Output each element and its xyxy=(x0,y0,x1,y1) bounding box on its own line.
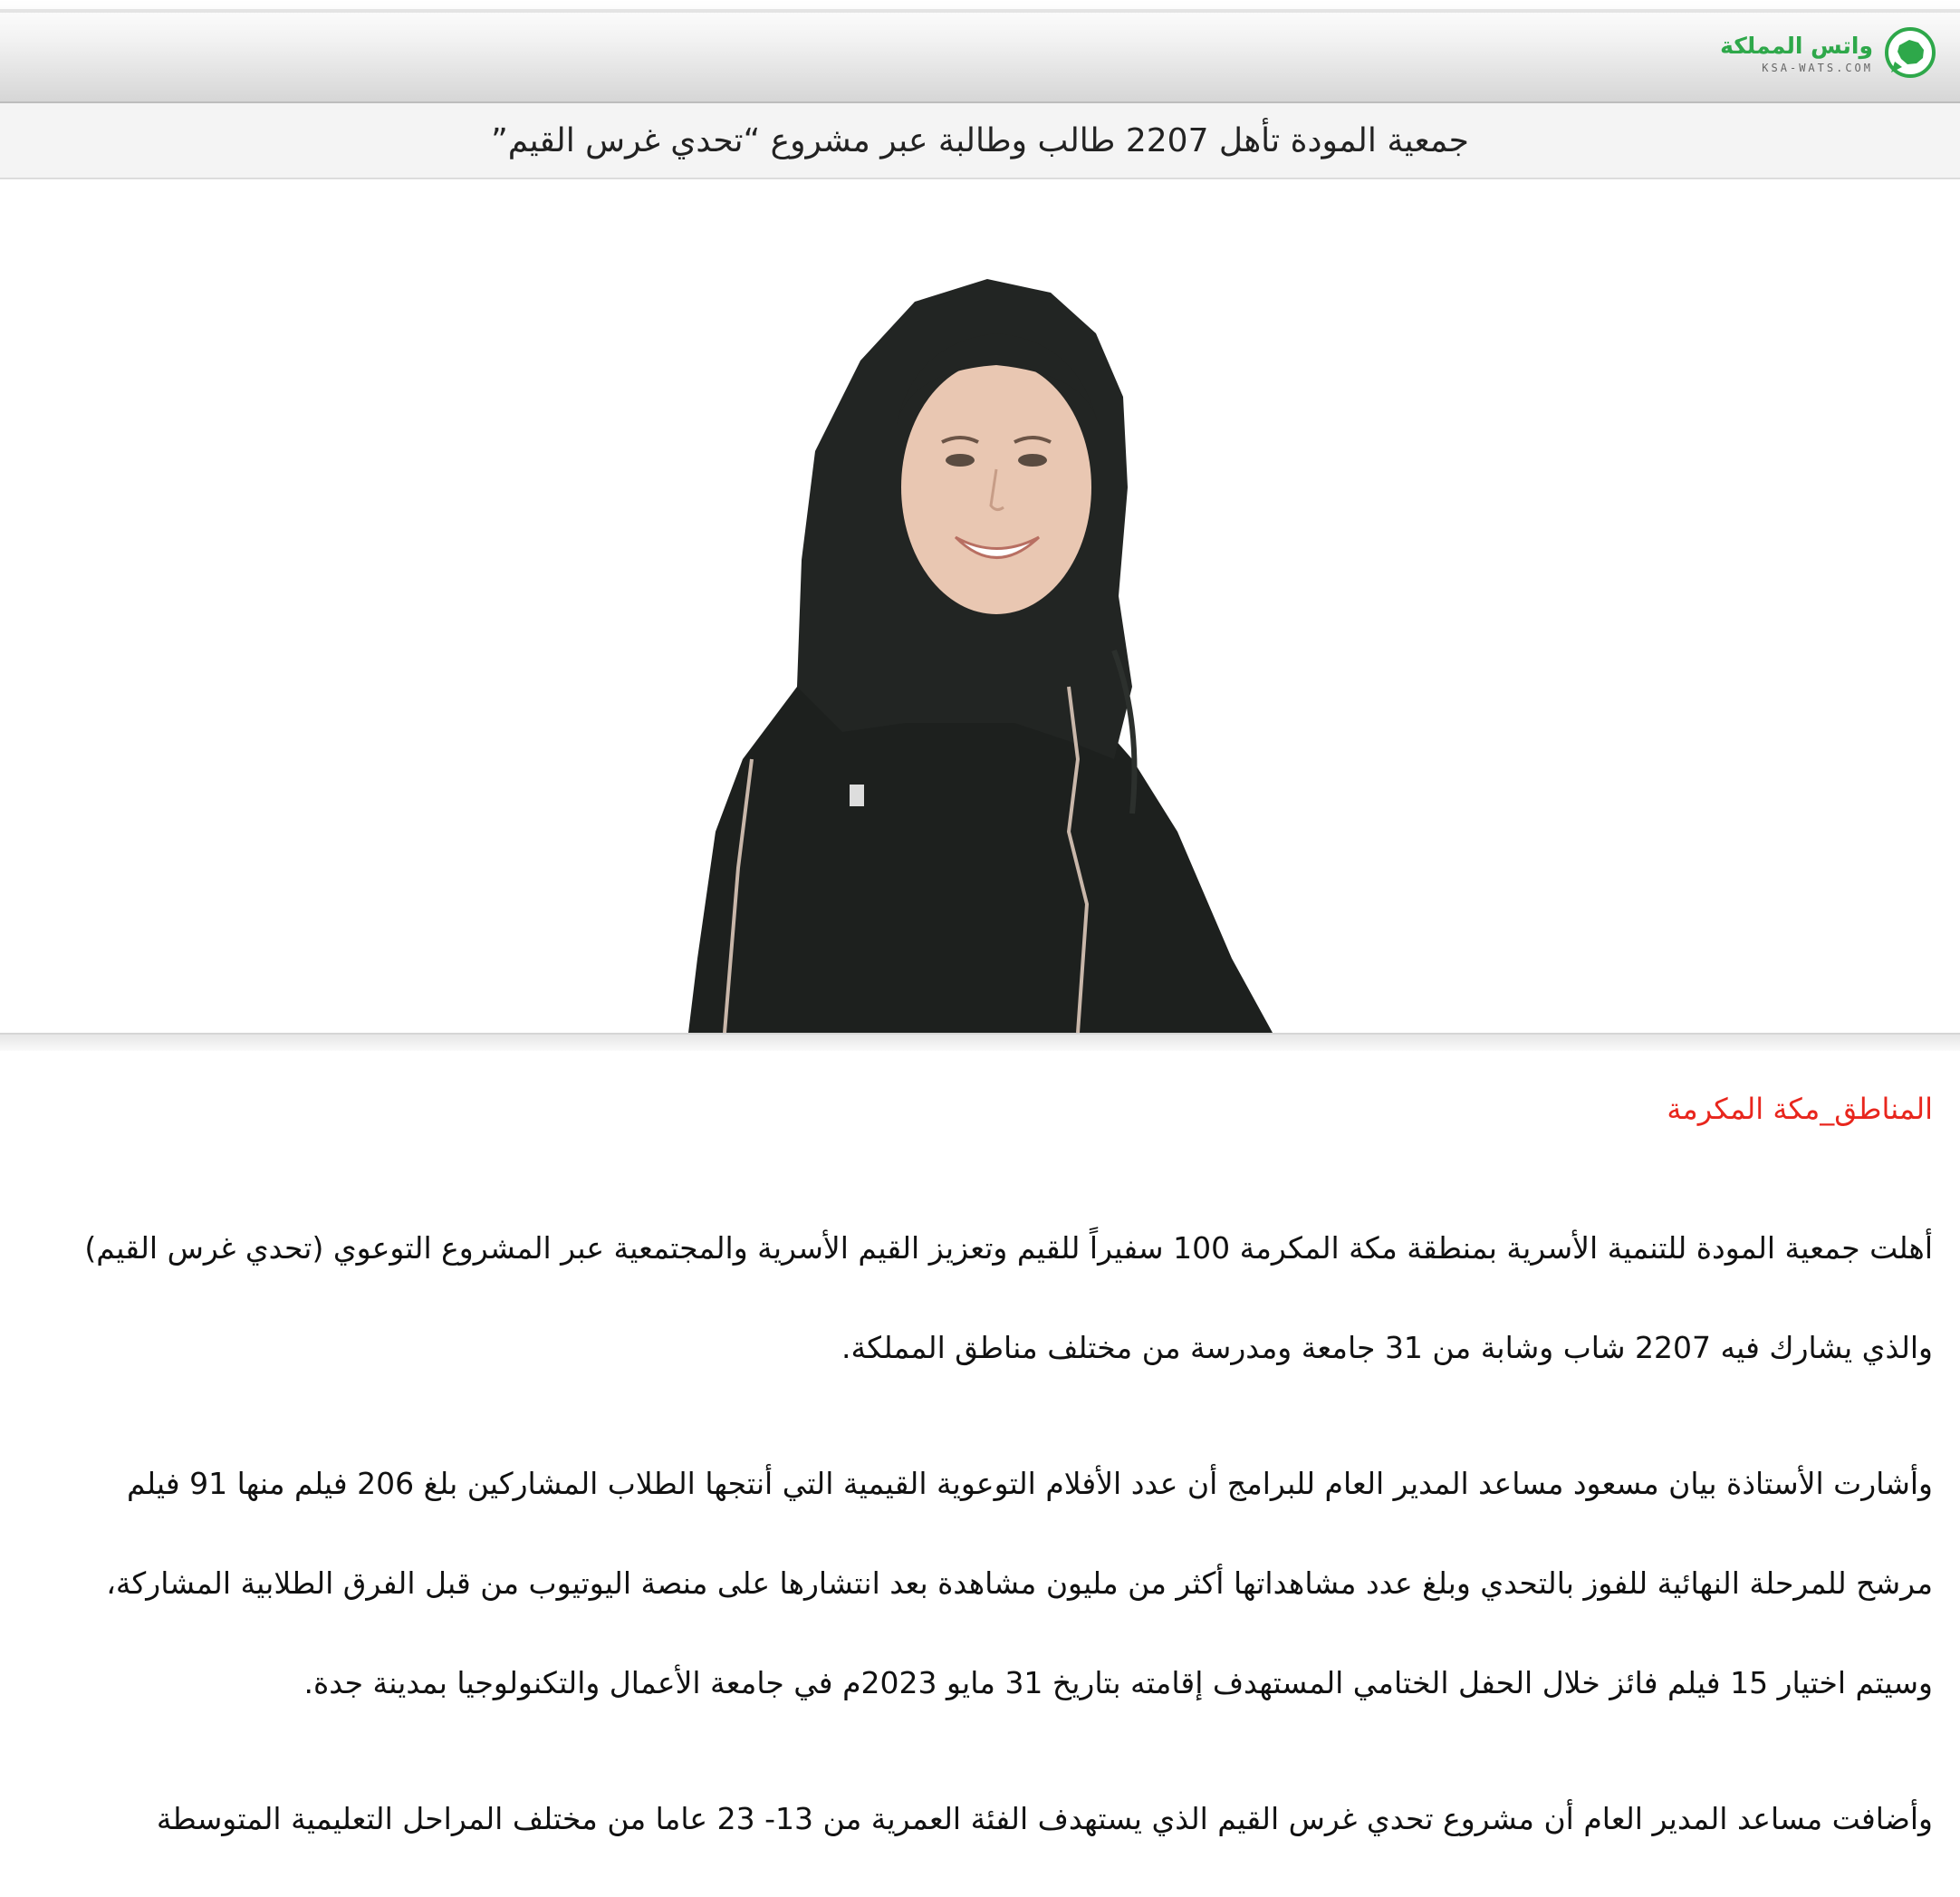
whatsapp-saudi-map-icon xyxy=(1882,25,1938,82)
article-featured-image xyxy=(0,179,1960,1033)
portrait-illustration xyxy=(0,179,1960,1033)
paragraph-line: مرشح للمرحلة النهائية للفوز بالتحدي وبلغ عدد مشاهداتها أكثر من مليون مشاهدة بعد انتشارها على منصة اليوتيوب من قبل الفرق الطلابية المشاركة، xyxy=(106,1565,1933,1601)
spacer xyxy=(51,1733,1933,1769)
article-body xyxy=(51,1051,1933,1869)
paragraph-line: وسيتم اختيار 15 فيلم فائز خلال الحفل الختامي المستهدف إقامته بتاريخ 31 مايو 2023م في جامعة الأعمال والتكنولوجيا بمدينة جدة. xyxy=(303,1664,1933,1700)
article-paragraph-3 xyxy=(51,1769,1933,1869)
article-title: جمعية المودة تأهل 2207 طالب وطالبة عبر مشروع “تحدي غرس القيم” xyxy=(491,121,1469,159)
article-paragraph-2 xyxy=(51,1434,1933,1733)
article-category[interactable]: المناطق_مكة المكرمة xyxy=(1667,1092,1933,1126)
header-top-line xyxy=(0,9,1960,13)
spacer xyxy=(51,1398,1933,1434)
paragraph-line: والذي يشارك فيه 2207 شاب وشابة من 31 جامعة ومدرسة من مختلف مناطق المملكة. xyxy=(841,1329,1933,1365)
site-logo[interactable] xyxy=(1720,24,1938,83)
paragraph-line: وأضافت مساعد المدير العام أن مشروع تحدي غرس القيم الذي يستهدف الفئة العمرية من 13- 23 عاما من مختلف المراحل التعليمية المتوسطة xyxy=(156,1800,1933,1836)
logo-arabic-name: واتس المملكة xyxy=(1720,32,1873,59)
article-paragraph-1 xyxy=(51,1199,1933,1398)
site-header xyxy=(0,0,1960,103)
paragraph-line: وأشارت الأستاذة بيان مسعود مساعد المدير العام للبرامج أن عدد الأفلام التوعوية القيمية التي أنتجها الطلاب المشاركين بلغ 206 فيلم منها 91 فيلم xyxy=(127,1465,1933,1501)
logo-domain: KSA-WATS.COM xyxy=(1762,61,1873,74)
logo-text xyxy=(1720,34,1873,73)
paragraph-line: أهلت جمعية المودة للتنمية الأسرية بمنطقة مكة المكرمة 100 سفيراً للقيم وتعزيز القيم الأسرية والمجتمعية عبر المشروع التوعوي (تحدي غرس القيم) xyxy=(84,1229,1933,1266)
article-title-bar xyxy=(0,103,1960,179)
image-bottom-divider xyxy=(0,1033,1960,1051)
spacer xyxy=(51,1130,1933,1199)
